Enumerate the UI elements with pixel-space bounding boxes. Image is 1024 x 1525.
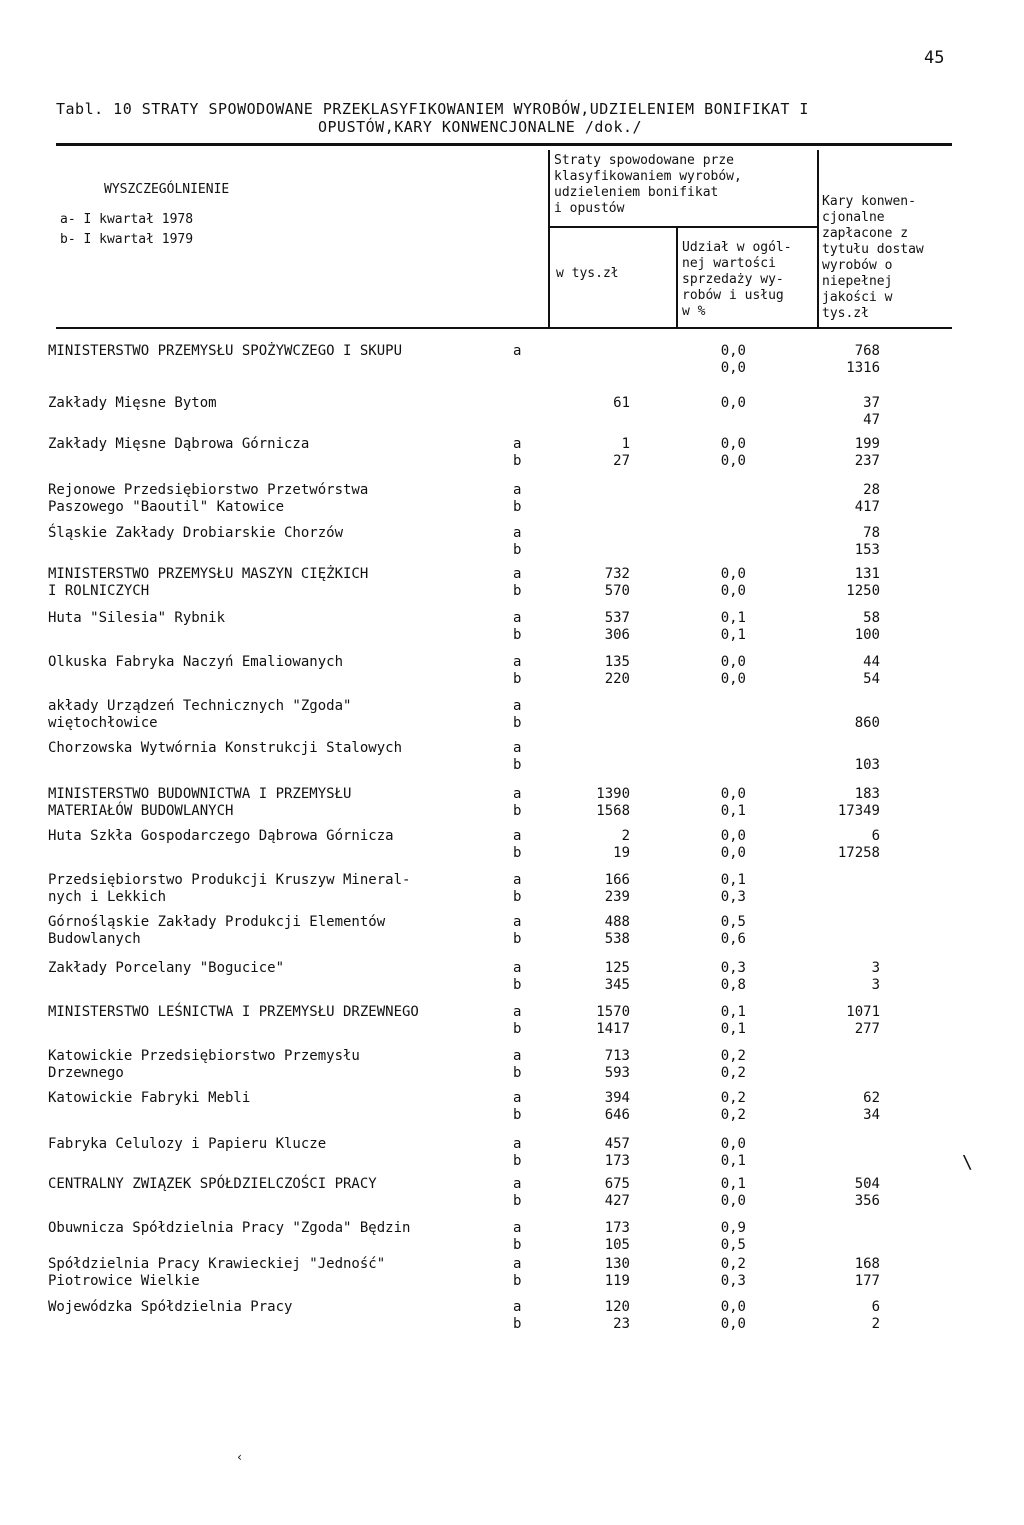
cell-kary-tys-zl: 47 [863,412,880,428]
row-variant: a [513,960,522,976]
cell-udzial-procent: 0,8 [720,977,746,993]
row-variant: b [513,671,522,687]
header-legend-a: a- I kwartał 1978 [60,212,194,227]
row-variant: a [513,1136,522,1152]
cell-straty-tys-zl: 1390 [596,786,630,802]
cell-udzial-procent: 0,0 [720,786,746,802]
header-udzial: Udział w ogól- nej wartości sprzedaży wy- robów i usług w % [682,240,792,319]
cell-straty-tys-zl: 19 [613,845,630,861]
row-variant: a [513,482,522,498]
cell-straty-tys-zl: 1570 [596,1004,630,1020]
cell-udzial-procent: 0,0 [720,845,746,861]
cell-udzial-procent: 0,0 [720,453,746,469]
row-variant: b [513,1021,522,1037]
cell-kary-tys-zl: 6 [871,828,880,844]
cell-kary-tys-zl: 168 [854,1256,880,1272]
row-label: MINISTERSTWO LEŚNICTWA I PRZEMYSŁU DRZEWNEGO [48,1004,419,1020]
cell-straty-tys-zl: 1 [621,436,630,452]
row-variant: b [513,977,522,993]
table-title-continued: OPUSTÓW,KARY KONWENCJONALNE /dok./ [318,118,643,136]
row-variant: b [513,453,522,469]
cell-straty-tys-zl: 732 [604,566,630,582]
cell-straty-tys-zl: 646 [604,1107,630,1123]
cell-udzial-procent: 0,2 [720,1256,746,1272]
cell-udzial-procent: 0,2 [720,1065,746,1081]
row-variant: b [513,1153,522,1169]
row-label: Katowickie Fabryki Mebli [48,1090,251,1106]
cell-straty-tys-zl: 488 [604,914,630,930]
cell-kary-tys-zl: 1316 [846,360,880,376]
cell-kary-tys-zl: 153 [854,542,880,558]
header-straty: Straty spowodowane prze klasyfikowaniem wyrobów, udzieleniem bonifikat i opustów [554,153,742,216]
row-label: Fabryka Celulozy i Papieru Kluczе [48,1136,327,1152]
cell-kary-tys-zl: 199 [854,436,880,452]
cell-straty-tys-zl: 570 [604,583,630,599]
row-variant: b [513,1065,522,1081]
row-label: Katowickie Przedsiębiorstwo Przemysłu Drzewnego [48,1048,360,1081]
row-label: Rejonowe Przedsiębiorstwo Przetwórstwa Paszowego "Baoutil" Katowice [48,482,369,515]
cell-kary-tys-zl: 100 [854,627,880,643]
cell-straty-tys-zl: 23 [613,1316,630,1332]
cell-kary-tys-zl: 768 [854,343,880,359]
row-variant: a [513,1004,522,1020]
cell-kary-tys-zl: 3 [871,977,880,993]
row-variant: a [513,914,522,930]
cell-straty-tys-zl: 135 [604,654,630,670]
row-variant: a [513,610,522,626]
row-variant: a [513,343,522,359]
cell-straty-tys-zl: 120 [604,1299,630,1315]
cell-kary-tys-zl: 2 [871,1316,880,1332]
cell-kary-tys-zl: 54 [863,671,880,687]
cell-udzial-procent: 0,0 [720,583,746,599]
cell-kary-tys-zl: 103 [854,757,880,773]
row-label: Spółdzielnia Pracy Krawieckiej "Jedność" Piotrowice Wielkie [48,1256,386,1289]
cell-straty-tys-zl: 125 [604,960,630,976]
cell-kary-tys-zl: 17258 [837,845,880,861]
row-label: akłady Urządzeń Technicznych "Zgoda" więtochłowice [48,698,352,731]
cell-udzial-procent: 0,5 [720,914,746,930]
row-variant: a [513,525,522,541]
row-variant: b [513,1107,522,1123]
margin-mark: \ [962,1152,973,1173]
row-variant: a [513,698,522,714]
row-variant: a [513,828,522,844]
cell-udzial-procent: 0,1 [720,627,746,643]
cell-straty-tys-zl: 345 [604,977,630,993]
cell-straty-tys-zl: 593 [604,1065,630,1081]
cell-straty-tys-zl: 27 [613,453,630,469]
row-label: Huta Szkła Gospodarczego Dąbrowa Górnicza [48,828,394,844]
row-label: Chorzowska Wytwórnia Konstrukcji Stalowych [48,740,403,756]
cell-udzial-procent: 0,2 [720,1090,746,1106]
cell-udzial-procent: 0,2 [720,1107,746,1123]
cell-udzial-procent: 0,0 [720,360,746,376]
row-variant: b [513,499,522,515]
table-title: Tabl. 10 STRATY SPOWODOWANE PRZEKLASYFIKOWANIEM WYROBÓW,UDZIELENIEM BONIFIKAT I [56,100,809,118]
row-label: Huta "Silesia" Rybnik [48,610,226,626]
cell-kary-tys-zl: 34 [863,1107,880,1123]
row-variant: b [513,1273,522,1289]
cell-udzial-procent: 0,0 [720,436,746,452]
row-variant: b [513,757,522,773]
cell-straty-tys-zl: 537 [604,610,630,626]
cell-straty-tys-zl: 675 [604,1176,630,1192]
cell-udzial-procent: 0,0 [720,1299,746,1315]
row-variant: b [513,1237,522,1253]
cell-straty-tys-zl: 538 [604,931,630,947]
cell-kary-tys-zl: 6 [871,1299,880,1315]
row-variant: b [513,1316,522,1332]
cell-straty-tys-zl: 220 [604,671,630,687]
row-label: MINISTERSTWO PRZEMYSŁU SPOŻYWCZEGO I SKUPU [48,343,403,359]
row-variant: a [513,872,522,888]
cell-udzial-procent: 0,0 [720,1193,746,1209]
header-legend-b: b- I kwartał 1979 [60,232,194,247]
cell-udzial-procent: 0,3 [720,889,746,905]
header-wyszczegolnienie: WYSZCZEGÓLNIENIE [104,182,230,197]
row-label: CENTRALNY ZWIĄZEK SPÓŁDZIELCZOŚCI PRACY [48,1176,377,1192]
page-number: 45 [924,48,945,68]
row-variant: b [513,803,522,819]
row-variant: b [513,931,522,947]
row-label: Wojewódzka Spółdzielnia Pracy [48,1299,293,1315]
cell-udzial-procent: 0,0 [720,828,746,844]
cell-straty-tys-zl: 119 [604,1273,630,1289]
cell-kary-tys-zl: 417 [854,499,880,515]
cell-udzial-procent: 0,1 [720,1176,746,1192]
cell-udzial-procent: 0,0 [720,1316,746,1332]
row-label: Przedsiębiorstwo Produkcji Kruszyw Mineral- nych i Lekkich [48,872,411,905]
row-variant: b [513,845,522,861]
cell-udzial-procent: 0,0 [720,654,746,670]
cell-straty-tys-zl: 173 [604,1220,630,1236]
cell-straty-tys-zl: 173 [604,1153,630,1169]
row-variant: b [513,583,522,599]
row-variant: b [513,627,522,643]
cell-udzial-procent: 0,0 [720,395,746,411]
row-label: Obuwnicza Spółdzielnia Pracy "Zgoda" Będzin [48,1220,411,1236]
header-tys-zl: w tys.zł [556,266,619,281]
row-variant: a [513,566,522,582]
row-variant: a [513,654,522,670]
row-variant: b [513,889,522,905]
row-label: Zakłady Porcelany "Bogucice" [48,960,285,976]
cell-udzial-procent: 0,1 [720,872,746,888]
cell-udzial-procent: 0,1 [720,1004,746,1020]
cell-straty-tys-zl: 61 [613,395,630,411]
row-variant: b [513,542,522,558]
cell-straty-tys-zl: 394 [604,1090,630,1106]
cell-udzial-procent: 0,1 [720,1021,746,1037]
cell-kary-tys-zl: 237 [854,453,880,469]
row-label: Śląskie Zakłady Drobiarskie Chorzów [48,525,344,541]
row-label: MINISTERSTWO PRZEMYSŁU MASZYN CIĘŻKICH I ROLNICZYCH [48,566,369,599]
cell-kary-tys-zl: 1250 [846,583,880,599]
cell-udzial-procent: 0,6 [720,931,746,947]
cell-kary-tys-zl: 356 [854,1193,880,1209]
cell-udzial-procent: 0,0 [720,566,746,582]
cell-kary-tys-zl: 183 [854,786,880,802]
row-variant: a [513,1090,522,1106]
row-label: Zakłady Mięsne Dąbrowa Górnicza [48,436,310,452]
row-label: Górnośląskie Zakłady Produkcji Elementów Budowlanych [48,914,386,947]
row-label: MINISTERSTWO BUDOWNICTWA I PRZEMYSŁU MATERIAŁÓW BUDOWLANYCH [48,786,352,819]
cell-straty-tys-zl: 2 [621,828,630,844]
cell-kary-tys-zl: 177 [854,1273,880,1289]
row-variant: a [513,1048,522,1064]
cell-kary-tys-zl: 37 [863,395,880,411]
row-variant: b [513,715,522,731]
row-variant: b [513,1193,522,1209]
cell-udzial-procent: 0,0 [720,671,746,687]
header-kary: Kary konwen- cjonalne zapłacone z tytułu dostaw wyrobów o niepełnej jakości w tys.zł [822,194,924,321]
cell-kary-tys-zl: 504 [854,1176,880,1192]
cell-udzial-procent: 0,2 [720,1048,746,1064]
cell-udzial-procent: 0,3 [720,1273,746,1289]
row-variant: a [513,436,522,452]
row-variant: a [513,1176,522,1192]
cell-straty-tys-zl: 130 [604,1256,630,1272]
cell-straty-tys-zl: 427 [604,1193,630,1209]
cell-straty-tys-zl: 1417 [596,1021,630,1037]
cell-kary-tys-zl: 860 [854,715,880,731]
cell-udzial-procent: 0,3 [720,960,746,976]
cell-udzial-procent: 0,0 [720,1136,746,1152]
row-variant: a [513,1256,522,1272]
cell-kary-tys-zl: 28 [863,482,880,498]
cell-straty-tys-zl: 457 [604,1136,630,1152]
cell-kary-tys-zl: 58 [863,610,880,626]
cell-kary-tys-zl: 17349 [837,803,880,819]
cell-udzial-procent: 0,0 [720,343,746,359]
margin-mark: ‹ [236,1450,244,1464]
cell-udzial-procent: 0,1 [720,1153,746,1169]
cell-straty-tys-zl: 306 [604,627,630,643]
cell-udzial-procent: 0,1 [720,803,746,819]
cell-straty-tys-zl: 166 [604,872,630,888]
cell-kary-tys-zl: 131 [854,566,880,582]
cell-kary-tys-zl: 3 [871,960,880,976]
cell-kary-tys-zl: 44 [863,654,880,670]
row-label: Olkuska Fabryka Naczyń Emaliowanych [48,654,344,670]
cell-straty-tys-zl: 713 [604,1048,630,1064]
cell-kary-tys-zl: 78 [863,525,880,541]
row-label: Zakłady Mięsne Bytom [48,395,217,411]
cell-udzial-procent: 0,1 [720,610,746,626]
row-variant: a [513,740,522,756]
cell-straty-tys-zl: 1568 [596,803,630,819]
cell-kary-tys-zl: 277 [854,1021,880,1037]
row-variant: a [513,786,522,802]
row-variant: a [513,1299,522,1315]
cell-udzial-procent: 0,5 [720,1237,746,1253]
cell-udzial-procent: 0,9 [720,1220,746,1236]
cell-straty-tys-zl: 239 [604,889,630,905]
cell-kary-tys-zl: 62 [863,1090,880,1106]
cell-straty-tys-zl: 105 [604,1237,630,1253]
cell-kary-tys-zl: 1071 [846,1004,880,1020]
row-variant: a [513,1220,522,1236]
